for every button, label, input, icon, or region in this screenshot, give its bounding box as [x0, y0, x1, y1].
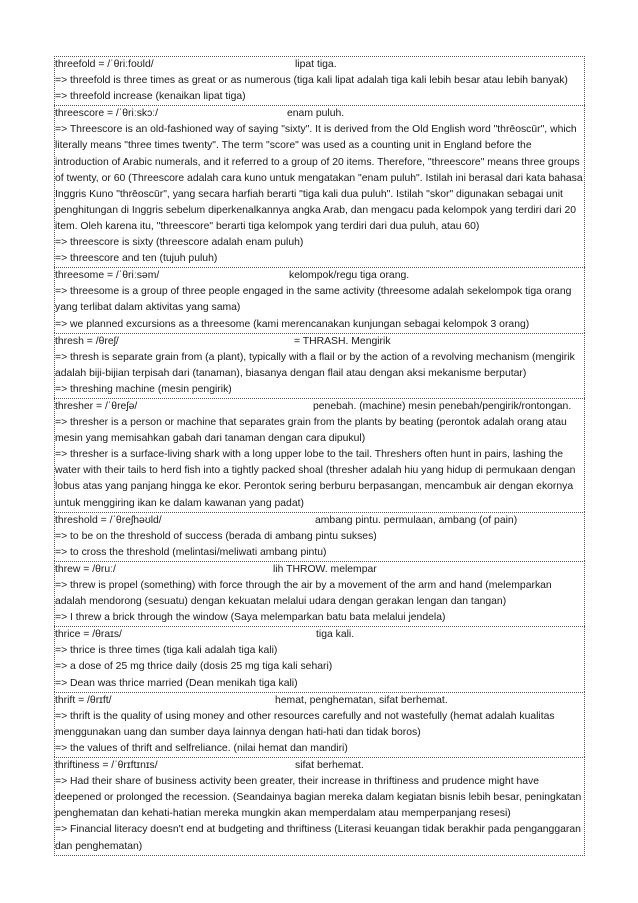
dictionary-entry	[54, 105, 585, 267]
translation: = THRASH. Mengirik	[294, 335, 391, 347]
entry-heading	[55, 106, 584, 122]
example-line: => the values of thrift and selfreliance. (nilai hemat dan mandiri)	[55, 742, 348, 754]
example-line: => Dean was thrice married (Dean menikah tiga kali)	[55, 677, 298, 689]
dictionary-entry	[54, 626, 585, 691]
entry-heading	[55, 57, 584, 73]
entry-heading	[55, 513, 584, 529]
headword: threesome = /ˈθriːsəm/	[55, 270, 160, 282]
example-line: => Had their share of business activity been greater, their increase in thriftiness and prudence might have deepened or prolonged the recession. (Seandainya bagian mereka dalam kegiatan bisnis lebih besar, peningkatan penghematan dan kehati-hatian mereka mungkin akan memperdalam atau memperpanjang resesi)	[55, 776, 582, 820]
example-line: => threescore is sixty (threescore adalah enam puluh)	[55, 237, 304, 249]
entry-heading	[55, 627, 584, 643]
headword: thriftiness = /ˈθrɪftɪnɪs/	[55, 760, 158, 772]
headword: threescore = /ˈθriːskɔː/	[55, 108, 159, 120]
example-line: => threefold is three times as great or as numerous (tiga kali lipat adalah tiga kali lebih besar atau lebih banyak)	[55, 75, 568, 87]
example-line: => thresh is separate grain from (a plant), typically with a flail or by the action of a revolving mechanism (mengirik adalah biji-bijian terpisah dari (tanaman), biasanya dengan flail atau dengan aksi mekanisme berputar)	[55, 351, 575, 379]
entry-heading	[55, 268, 584, 284]
example-line: => threw is propel (something) with force through the air by a movement of the arm and hand (melemparkan adalah mendorong (sesuatu) dengan kekuatan melalui udara dengan gerakan lengan dan tangan)	[55, 580, 552, 608]
example-line: => to cross the threshold (melintasi/meliwati ambang pintu)	[55, 546, 327, 558]
entry-heading	[55, 399, 584, 415]
dictionary-entry	[54, 333, 585, 398]
headword: threw = /θruː/	[55, 563, 116, 575]
dictionary-entry	[54, 56, 585, 105]
example-line: => thrift is the quality of using money and other resources carefully and not wastefully (hemat adalah kualitas menggunakan uang dan sumber daya lainnya dengan hati-hati dan tidak boros)	[55, 710, 555, 738]
dictionary-entry	[54, 692, 585, 757]
example-line: => threefold increase (kenaikan lipat tiga)	[55, 91, 246, 103]
translation: penebah. (machine) mesin penebah/pengirik/rontongan.	[313, 400, 572, 412]
entry-heading	[55, 562, 584, 578]
translation: enam puluh.	[287, 108, 345, 120]
example-line: => thresher is a surface-living shark with a long upper lobe to the tail. Threshers often hunt in pairs, lashing the water with their tails to herd fish into a tightly packed shoal (thresher adalah hiu yang hidup di permukaan dengan lobus atas yang panjang hingga ke ekor. Perontok sering berburu berpasangan, mencambuk air dengan ekornya untuk menggiring ikan ke dalam kawanan yang padat)	[55, 449, 576, 509]
example-line: => thrice is three times (tiga kali adalah tiga kali)	[55, 645, 278, 657]
translation: lih THROW. melempar	[273, 563, 377, 575]
translation: tiga kali.	[316, 629, 355, 641]
headword: thresh = /θreʃ/	[55, 335, 119, 347]
example-line: => I threw a brick through the window (Saya melemparkan batu bata melalui jendela)	[55, 612, 446, 624]
translation: kelompok/regu tiga orang.	[289, 270, 410, 282]
headword: thresher = /ˈθreʃə/	[55, 400, 138, 412]
dictionary-entry	[54, 757, 585, 856]
dictionary-page	[54, 56, 585, 856]
translation: hemat, penghematan, sifat berhemat.	[275, 694, 448, 706]
dictionary-entry	[54, 561, 585, 626]
example-line: => Threescore is an old-fashioned way of saying "sixty". It is derived from the Old English word "thrēoscūr", which literally means "three times twenty". The term "score" was used as a counting unit in England before the introduction of Arabic numerals, and it referred to a group of 20 items. Therefore, "threescore" means three groups of twenty, or 60 (Threescore adalah cara kuno untuk mengatakan "enam puluh". Istilah ini berasal dari kata bahasa Inggris Kuno "thrēoscūr", yang secara harfiah berarti "tiga kali dua puluh". Istilah "skor" digunakan sebagai unit penghitungan di Inggris sebelum diperkenalkannya angka Arab, dan mengacu pada kelompok yang terdiri dari 20 item. Oleh karena itu, "threescore" berarti tiga kelompok yang terdiri dari dua puluh, atau 60)	[55, 124, 583, 232]
example-line: => threesome is a group of three people engaged in the same activity (threesome adalah sekelompok tiga orang yang terlibat dalam aktivitas yang sama)	[55, 286, 572, 314]
headword: thrift = /θrɪft/	[55, 694, 112, 706]
translation: sifat berhemat.	[295, 760, 364, 772]
entry-heading	[55, 693, 584, 709]
example-line: => threshing machine (mesin pengirik)	[55, 383, 232, 395]
entry-heading	[55, 758, 584, 774]
example-line: => threescore and ten (tujuh puluh)	[55, 253, 218, 265]
dictionary-entry	[54, 267, 585, 332]
example-line: => we planned excursions as a threesome (kami merencanakan kunjungan sebagai kelompok 3 orang)	[55, 318, 530, 330]
translation: ambang pintu. permulaan, ambang (of pain)	[315, 514, 518, 526]
entry-heading	[55, 334, 584, 350]
example-line: => Financial literacy doesn't end at budgeting and thriftiness (Literasi keuangan tidak berakhir pada penganggaran dan penghematan)	[55, 824, 581, 852]
translation: lipat tiga.	[295, 59, 337, 70]
example-line: => thresher is a person or machine that separates grain from the plants by beating (perontok adalah orang atau mesin yang memisahkan gabah dari tanaman dengan cara dipukul)	[55, 417, 567, 445]
headword: thrice = /θraɪs/	[55, 629, 122, 641]
dictionary-entry	[54, 398, 585, 512]
example-line: => a dose of 25 mg thrice daily (dosis 25 mg tiga kali sehari)	[55, 661, 333, 673]
dictionary-entry	[54, 512, 585, 561]
headword: threshold = /ˈθreʃhəʊld/	[55, 514, 162, 526]
headword: threefold = /ˈθriːfoʊld/	[55, 59, 154, 70]
example-line: => to be on the threshold of success (berada di ambang pintu sukses)	[55, 530, 377, 542]
